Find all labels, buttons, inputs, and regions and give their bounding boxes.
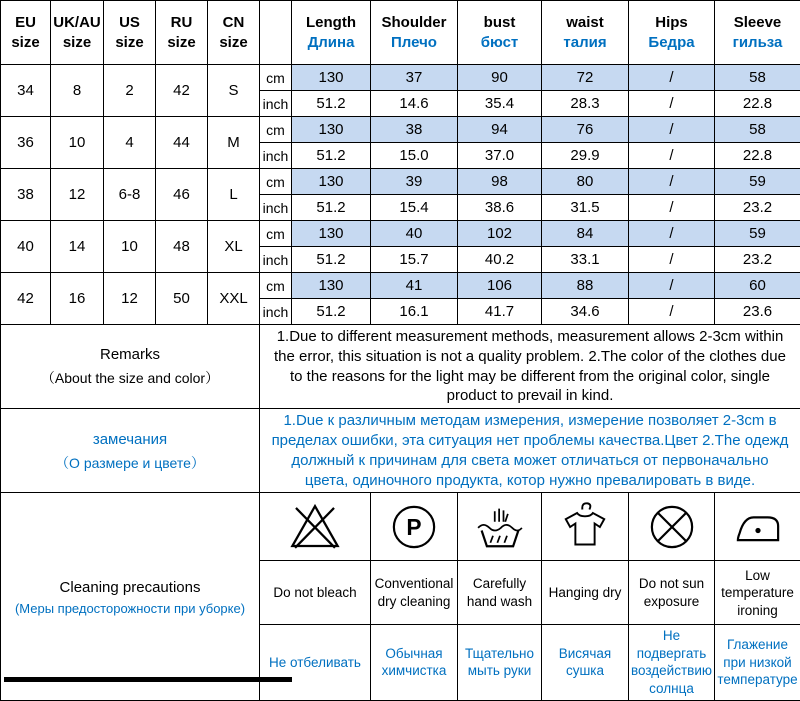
cleaning-item-ru: Висячая сушка [542,625,629,700]
value-cell: 130 [292,117,371,143]
value-cell: 34.6 [542,299,629,325]
value-cell: 22.8 [715,91,800,117]
unit-cell-inch: inch [260,299,292,325]
col-header-ru-size: RU size [156,1,208,65]
no-sun-icon [644,499,700,555]
unit-cell-cm: cm [260,65,292,91]
value-cell: 15.0 [371,143,458,169]
size-cell: 46 [156,169,208,221]
value-cell: 72 [542,65,629,91]
value-cell: / [629,65,715,91]
value-cell: 41 [371,273,458,299]
col-header-shoulder [371,1,458,65]
value-cell: 33.1 [542,247,629,273]
value-cell: / [629,143,715,169]
col-header-bust [458,1,542,65]
size-cell: XL [208,221,260,273]
size-cell: S [208,65,260,117]
unit-cell-cm: cm [260,221,292,247]
size-cell: 4 [104,117,156,169]
size-cell: 42 [156,65,208,117]
table-row-cm-40 [1,221,800,247]
size-cell: 36 [1,117,51,169]
value-cell: 94 [458,117,542,143]
col-header-cn-size: CN size [208,1,260,65]
value-cell: 130 [292,169,371,195]
header-row [1,1,800,65]
remarks-label-sub: （About the size and color） [3,367,257,389]
col-header-waist [542,1,629,65]
remarks-label-title: Remarks [3,343,257,367]
cleaning-item-ru: Глажение при низкой температуре [715,625,800,700]
size-cell: 6-8 [104,169,156,221]
cleaning-item-en: Low temperature ironing [715,561,800,625]
header-shoulder-en: Shoulder [371,13,457,33]
header-hips-ru: Бедра [629,33,714,53]
header-length-en: Length [292,13,370,33]
cleaning-item-ru: Тщательно мыть руки [458,625,542,700]
no-sun-cell [629,493,715,561]
header-length-ru: Длина [292,33,370,53]
value-cell: 80 [542,169,629,195]
unit-cell-cm: cm [260,273,292,299]
value-cell: 59 [715,221,800,247]
cleaning-item-en: Hanging dry [542,561,629,625]
cleaning-label [1,493,260,700]
value-cell: / [629,195,715,221]
hand-wash-icon [472,499,528,555]
remarks-row [1,325,800,409]
value-cell: 59 [715,169,800,195]
header-sleeve-en: Sleeve [715,13,800,33]
low-iron-icon [730,499,786,555]
remarks-ru-row [1,409,800,493]
size-cell: 44 [156,117,208,169]
value-cell: 51.2 [292,91,371,117]
value-cell: 51.2 [292,195,371,221]
cleaning-item-en: Do not bleach [260,561,371,625]
cropped-bottom-text-artifact [4,677,292,682]
cleaning-item-ru: Обычная химчистка [371,625,458,700]
value-cell: / [629,273,715,299]
value-cell: 23.2 [715,195,800,221]
table-row-cm-38 [1,169,800,195]
value-cell: 60 [715,273,800,299]
value-cell: 40.2 [458,247,542,273]
col-header-us-size: US size [104,1,156,65]
header-waist-ru: талия [542,33,628,53]
remarks-text-en: 1.Due to different measurement methods, measurement allows 2-3cm within the error, this situation is not a quality problem. 2.The color of the clothes due to the reasons for the light may be different from the original color, single product to prevail in kind. [260,325,800,409]
unit-cell-inch: inch [260,195,292,221]
header-hips-en: Hips [629,13,714,33]
value-cell: 39 [371,169,458,195]
remarks-ru-label-title: замечания [3,428,257,452]
value-cell: 130 [292,273,371,299]
value-cell: 37 [371,65,458,91]
header-bust-en: bust [458,13,541,33]
col-header-sleeve [715,1,800,65]
value-cell: 106 [458,273,542,299]
cleaning-item-en: Do not sun exposure [629,561,715,625]
value-cell: 51.2 [292,143,371,169]
value-cell: / [629,117,715,143]
col-header-hips [629,1,715,65]
hanging-dry-icon [557,499,613,555]
size-cell: 2 [104,65,156,117]
value-cell: / [629,221,715,247]
table-row-cm-34 [1,65,800,91]
cleaning-label-ru: (Меры предосторожности при уборке) [3,600,257,618]
remarks-ru-label-sub: （О размере и цвете） [3,452,257,474]
size-cell: L [208,169,260,221]
value-cell: 90 [458,65,542,91]
size-cell: 42 [1,273,51,325]
size-cell: 10 [51,117,104,169]
table-row-cm-36 [1,117,800,143]
remarks-ru-label [1,409,260,493]
table-row-cm-42 [1,273,800,299]
value-cell: 22.8 [715,143,800,169]
value-cell: 98 [458,169,542,195]
cleaning-icons-row [1,493,800,561]
value-cell: 15.4 [371,195,458,221]
low-iron-cell [715,493,800,561]
size-cell: 38 [1,169,51,221]
svg-text:P: P [406,514,421,540]
hand-wash-cell [458,493,542,561]
value-cell: 23.2 [715,247,800,273]
value-cell: 16.1 [371,299,458,325]
do-not-bleach-icon [286,498,344,556]
dry-clean-icon [386,499,442,555]
unit-cell-inch: inch [260,247,292,273]
value-cell: 76 [542,117,629,143]
value-cell: 29.9 [542,143,629,169]
cleaning-label-en: Cleaning precautions [3,576,257,600]
value-cell: 28.3 [542,91,629,117]
value-cell: 40 [371,221,458,247]
size-cell: 50 [156,273,208,325]
header-waist-en: waist [542,13,628,33]
value-cell: 41.7 [458,299,542,325]
size-cell: XXL [208,273,260,325]
value-cell: / [629,247,715,273]
value-cell: 23.6 [715,299,800,325]
size-cell: 16 [51,273,104,325]
value-cell: 58 [715,65,800,91]
value-cell: / [629,91,715,117]
unit-cell-cm: cm [260,169,292,195]
cleaning-item-en: Conventional dry cleaning [371,561,458,625]
header-shoulder-ru: Плечо [371,33,457,53]
value-cell: 130 [292,221,371,247]
cleaning-item-ru: Не отбеливать [260,625,371,700]
col-header-unit [260,1,292,65]
hanging-dry-cell [542,493,629,561]
unit-cell-inch: inch [260,143,292,169]
value-cell: 14.6 [371,91,458,117]
value-cell: 38.6 [458,195,542,221]
value-cell: 15.7 [371,247,458,273]
remarks-text-ru: 1.Due к различным методам измерения, измерение позволяет 2-3cm в пределах ошибки, эта ситуация нет проблемы качества.Цвет 2.The одежд должный к причинам для света может отличаться от первоначально цвета, одиночного продукта, котор нужно превалировать в виде. [260,409,800,493]
header-sleeve-ru: гильза [715,33,800,53]
size-cell: 34 [1,65,51,117]
size-cell: 12 [51,169,104,221]
value-cell: 51.2 [292,247,371,273]
value-cell: 88 [542,273,629,299]
cleaning-item-ru: Не подвергать воздействию солнца [629,625,715,700]
value-cell: 37.0 [458,143,542,169]
col-header-length [292,1,371,65]
size-cell: 14 [51,221,104,273]
header-bust-ru: бюст [458,33,541,53]
size-cell: 12 [104,273,156,325]
unit-cell-inch: inch [260,91,292,117]
size-cell: 8 [51,65,104,117]
value-cell: / [629,299,715,325]
value-cell: 38 [371,117,458,143]
size-cell: 10 [104,221,156,273]
size-cell: M [208,117,260,169]
value-cell: 130 [292,65,371,91]
value-cell: / [629,169,715,195]
col-header-eu-size: EU size [1,1,51,65]
col-header-ukau-size: UK/AU size [51,1,104,65]
size-cell: 40 [1,221,51,273]
value-cell: 58 [715,117,800,143]
value-cell: 35.4 [458,91,542,117]
dry-clean-cell [371,493,458,561]
size-cell: 48 [156,221,208,273]
unit-cell-cm: cm [260,117,292,143]
value-cell: 31.5 [542,195,629,221]
value-cell: 51.2 [292,299,371,325]
remarks-label [1,325,260,409]
do-not-bleach-cell [260,493,371,561]
value-cell: 84 [542,221,629,247]
cleaning-item-en: Carefully hand wash [458,561,542,625]
value-cell: 102 [458,221,542,247]
